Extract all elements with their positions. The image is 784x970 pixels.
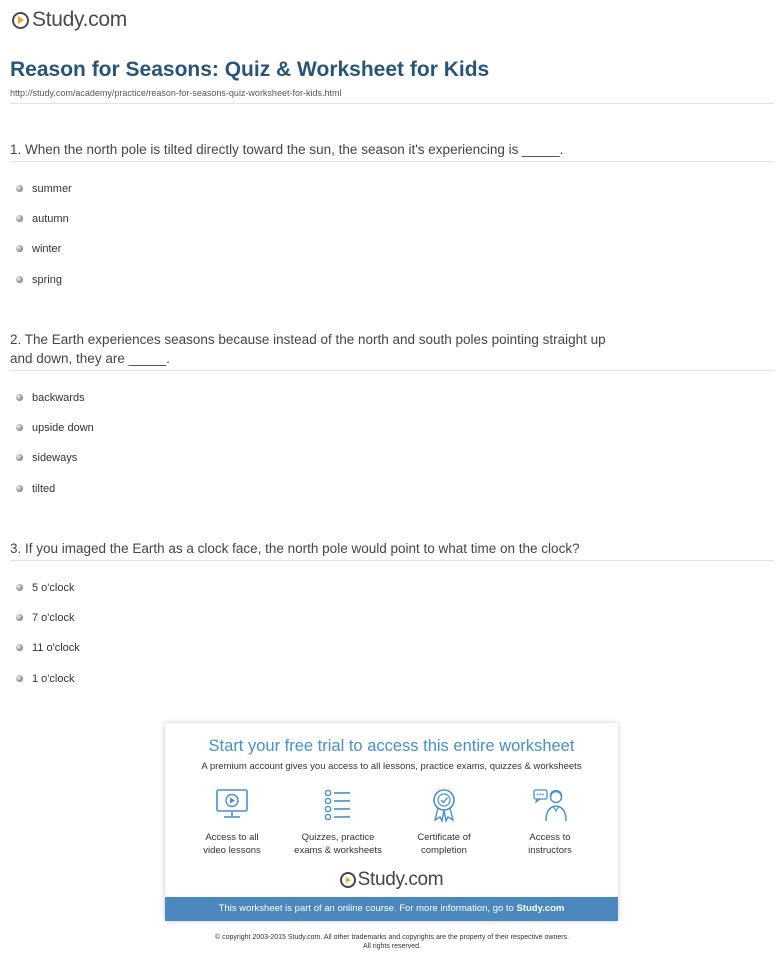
- answer-option[interactable]: [16, 213, 69, 225]
- option-label: tilted: [32, 483, 56, 495]
- logo-text: Study.com: [357, 869, 444, 890]
- worksheet-title: Reason for Seasons: Quiz & Worksheet for Kids: [10, 58, 490, 81]
- radio-button-icon[interactable]: [16, 485, 23, 492]
- option-label: upside down: [32, 422, 94, 434]
- course-info-banner: [165, 897, 618, 921]
- answer-option[interactable]: [16, 274, 62, 286]
- feature-quizzes: [288, 787, 388, 857]
- radio-button-icon[interactable]: [16, 644, 23, 651]
- radio-button-icon[interactable]: [16, 675, 23, 682]
- option-label: summer: [32, 183, 72, 195]
- radio-button-icon[interactable]: [16, 394, 23, 401]
- banner-study-link[interactable]: Study.com: [516, 903, 565, 914]
- feature-label: completion: [421, 845, 467, 856]
- worksheet-url[interactable]: http://study.com/academy/practice/reason-for-seasons-quiz-worksheet-for-kids.html: [10, 88, 342, 98]
- feature-label: instructors: [528, 845, 572, 856]
- option-label: 7 o'clock: [32, 612, 75, 624]
- option-label: 11 o'clock: [32, 642, 80, 654]
- promo-subtitle: A premium account gives you access to all lessons, practice exams, quizzes & worksheets: [201, 761, 582, 772]
- answer-option[interactable]: [16, 642, 80, 654]
- video-lesson-icon: [215, 787, 249, 823]
- feature-label: Certificate of: [417, 832, 471, 843]
- option-label: winter: [32, 243, 62, 255]
- divider: [10, 370, 774, 371]
- answer-option[interactable]: [16, 422, 94, 434]
- play-logo-icon: [12, 12, 29, 29]
- radio-button-icon[interactable]: [16, 584, 23, 591]
- rights-line: All rights reserved.: [363, 943, 421, 950]
- feature-certificate: [394, 787, 494, 857]
- radio-button-icon[interactable]: [16, 245, 23, 252]
- option-label: 1 o'clock: [32, 673, 75, 685]
- answer-option[interactable]: [16, 673, 74, 685]
- radio-button-icon[interactable]: [16, 276, 23, 283]
- radio-button-icon[interactable]: [16, 185, 23, 192]
- question-2: 2. The Earth experiences seasons because instead of the north and south poles pointing straight up and down, they are _____.: [10, 332, 606, 366]
- feature-label: Quizzes, practice: [301, 832, 375, 843]
- play-logo-icon: [340, 872, 356, 888]
- answer-option[interactable]: [16, 582, 74, 594]
- study-logo[interactable]: [12, 8, 127, 32]
- feature-label: Access to: [529, 832, 571, 843]
- quiz-list-icon: [321, 787, 355, 823]
- feature-label: Access to all: [205, 832, 259, 843]
- divider: [10, 161, 774, 162]
- option-label: sideways: [32, 452, 78, 464]
- option-label: autumn: [32, 213, 69, 225]
- promo-title[interactable]: Start your free trial to access this entire worksheet: [208, 737, 575, 755]
- radio-button-icon[interactable]: [16, 215, 23, 222]
- option-label: spring: [32, 274, 62, 286]
- feature-video-lessons: [182, 787, 282, 857]
- banner-text: This worksheet is part of an online course. For more information, go to: [218, 903, 517, 914]
- instructor-icon: [532, 787, 568, 823]
- radio-button-icon[interactable]: [16, 614, 23, 621]
- feature-instructors: [500, 787, 600, 857]
- radio-button-icon[interactable]: [16, 424, 23, 431]
- radio-button-icon[interactable]: [16, 454, 23, 461]
- answer-option[interactable]: [16, 483, 55, 495]
- answer-option[interactable]: [16, 392, 85, 404]
- copyright-footer: [0, 933, 784, 951]
- logo-text: Study.com: [32, 8, 127, 31]
- feature-label: video lessons: [203, 845, 261, 856]
- feature-label: exams & worksheets: [294, 845, 382, 856]
- option-label: 5 o'clock: [32, 582, 75, 594]
- divider: [10, 560, 774, 561]
- answer-option[interactable]: [16, 243, 61, 255]
- answer-option[interactable]: [16, 452, 77, 464]
- free-trial-promo: [165, 723, 618, 921]
- question-1: 1. When the north pole is tilted directly toward the sun, the season it's experiencing is _____.: [10, 142, 564, 157]
- promo-study-logo[interactable]: [165, 869, 618, 891]
- certificate-icon: [427, 787, 461, 823]
- answer-option[interactable]: [16, 612, 74, 624]
- answer-option[interactable]: [16, 183, 72, 195]
- copyright-line: © copyright 2003-2015 Study.com. All other trademarks and copyrights are the property of their respective owners.: [214, 934, 570, 941]
- option-label: backwards: [32, 392, 85, 404]
- question-3: 3. If you imaged the Earth as a clock face, the north pole would point to what time on the clock?: [10, 541, 580, 556]
- divider: [10, 103, 774, 104]
